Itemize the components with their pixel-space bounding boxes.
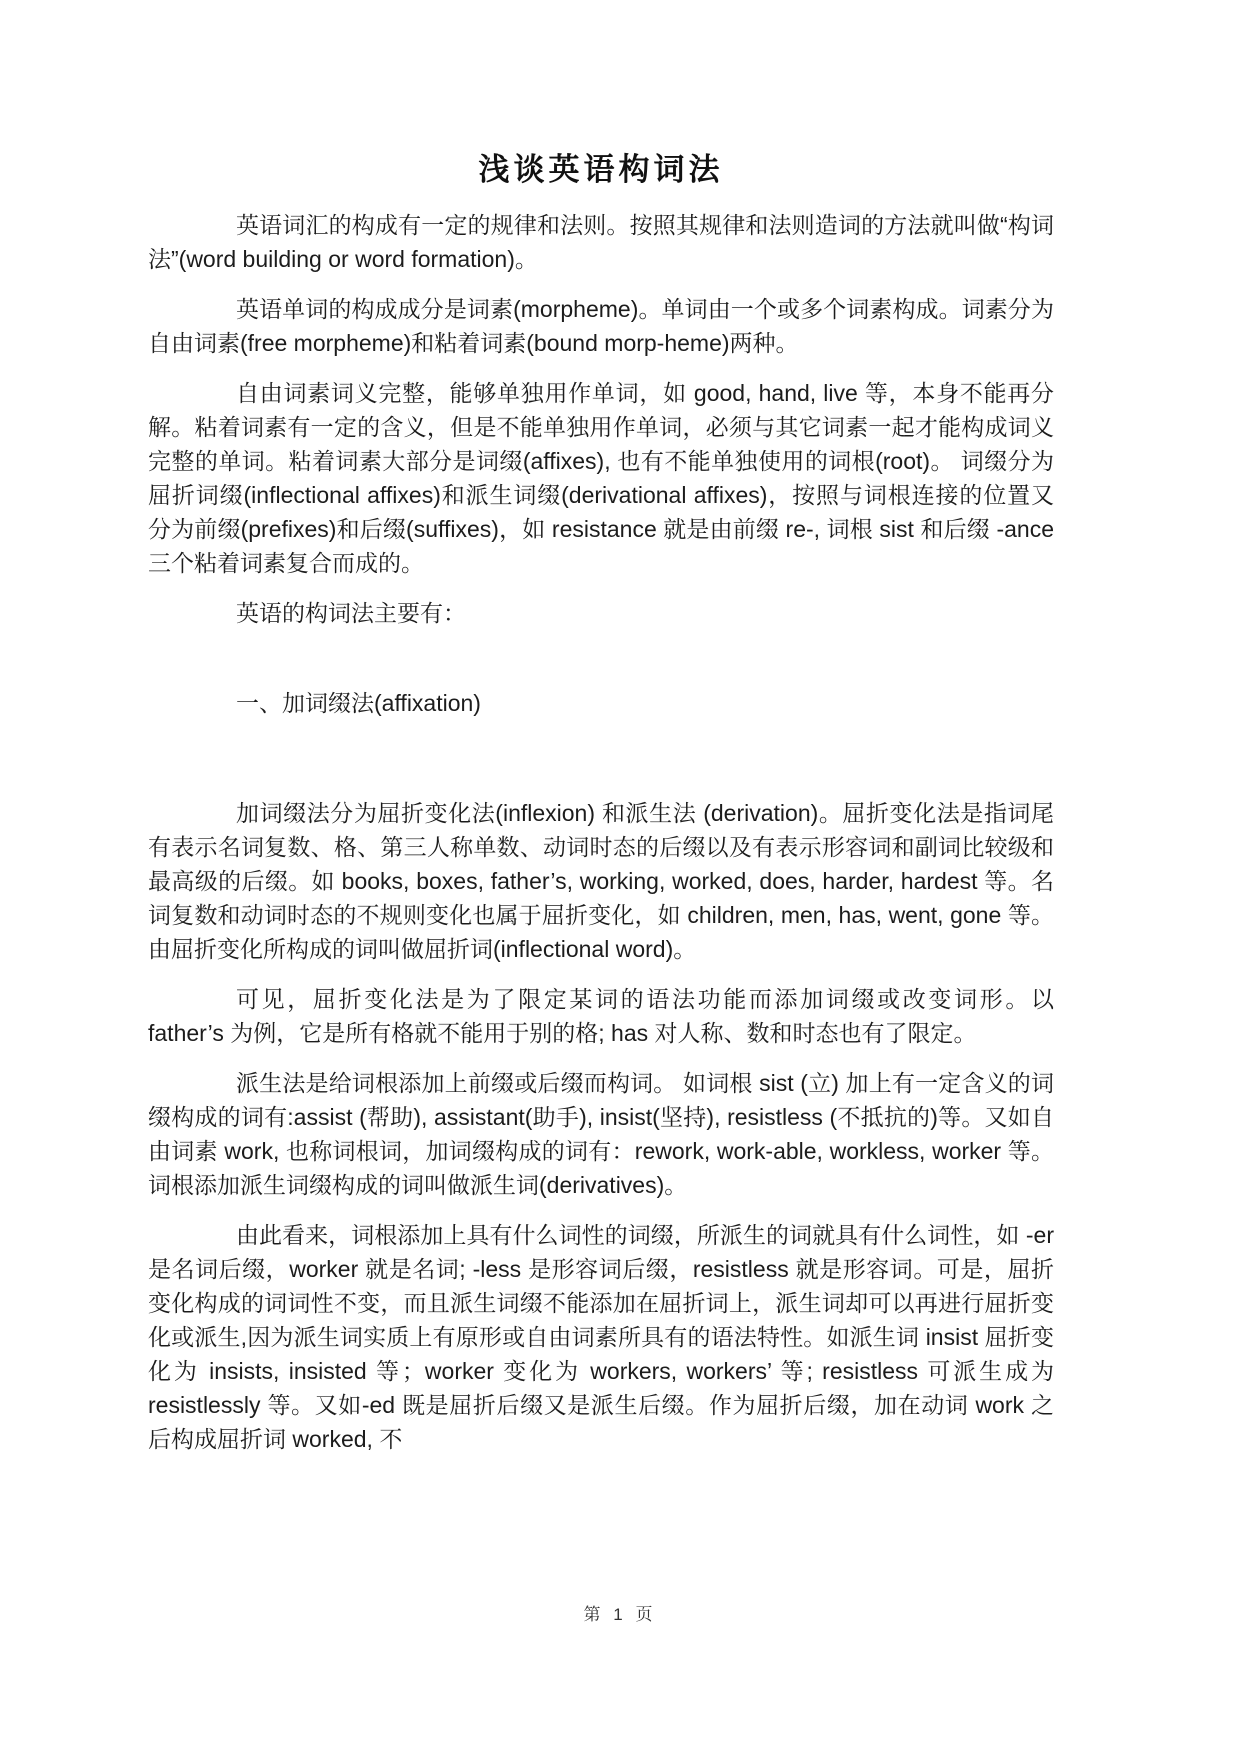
- document-page: [148, 0, 1054, 1472]
- paragraph-free-bound-morphemes: 自由词素词义完整，能够单独用作单词，如 good, hand, live 等，本身不能再分解。粘着词素有一定的含义，但是不能单独用作单词，必须与其它词素一起才能构成词义完整的单词。粘着词素大部分是词缀(affixes), 也有不能单独使用的词根(root)。 词缀分为屈折词缀(inflectional affixes)和派生词缀(derivational affixes)，按照与词根连接的位置又分为前缀(prefixes)和后缀(suffixes)，如 resistance 就是由前缀 re-, 词根 sist 和后缀 -ance 三个粘着词素复合而成的。: [148, 380, 1054, 576]
- paragraph-inflexion-function: 可见，屈折变化法是为了限定某词的语法功能而添加词缀或改变词形。以 father’s 为例，它是所有格就不能用于别的格; has 对人称、数和时态也有了限定。: [148, 986, 1054, 1046]
- page-footer: [0, 1600, 1240, 1625]
- page-title: 浅谈英语构词法: [478, 152, 724, 187]
- paragraph-derivation-examples: 派生法是给词根添加上前缀或后缀而构词。 如词根 sist (立) 加上有一定含义的词缀构成的词有:assist (帮助), assistant(助手), insist(坚持), resistless (不抵抗的)等。又如自由词素 work, 也称词根词，加词缀构成的词有：rework, work-able, workless, worker 等。词根添加派生词缀构成的词叫做派生词(derivatives)。: [148, 1070, 1054, 1198]
- section-heading-affixation: 一、加词缀法(affixation): [236, 690, 481, 716]
- paragraph-derivatives-properties: 由此看来，词根添加上具有什么词性的词缀，所派生的词就具有什么词性，如 -er 是名词后缀，worker 就是名词; -less 是形容词后缀，resistless 就是形容词。可是，屈折变化构成的词词性不变，而且派生词缀不能添加在屈折词上，派生词却可以再进行屈折变化或派生,因为派生词实质上有原形或自由词素所具有的语法特性。如派生词 insist 屈折变化为 insists, insisted 等；worker 变化为 workers, workers’ 等; resistless 可派生成为 resistlessly 等。又如-ed 既是屈折后缀又是派生后缀。作为屈折后缀，加在动词 work 之后构成屈折词 worked, 不: [148, 1222, 1054, 1452]
- paragraph-inflexion-derivation: 加词缀法分为屈折变化法(inflexion) 和派生法 (derivation)。屈折变化法是指词尾有表示名词复数、格、第三人称单数、动词时态的后缀以及有表示形容词和副词比较级和最高级的后缀。如 books, boxes, father’s, working, worked, does, harder, hardest 等。名词复数和动词时态的不规则变化也属于屈折变化，如 children, men, has, went, gone 等。由屈折变化所构成的词叫做屈折词(inflectional word)。: [148, 800, 1054, 962]
- page-number: 第 1 页: [583, 1605, 657, 1624]
- paragraph-word-building-methods-lead: 英语的构词法主要有：: [236, 600, 466, 626]
- paragraph-word-building-intro: 英语词汇的构成有一定的规律和法则。按照其规律和法则造词的方法就叫做“构词法”(word building or word formation)。: [148, 212, 1054, 272]
- paragraph-morpheme-definition: 英语单词的构成成分是词素(morpheme)。单词由一个或多个词素构成。词素分为自由词素(free morpheme)和粘着词素(bound morp-heme)两种。: [148, 296, 1054, 356]
